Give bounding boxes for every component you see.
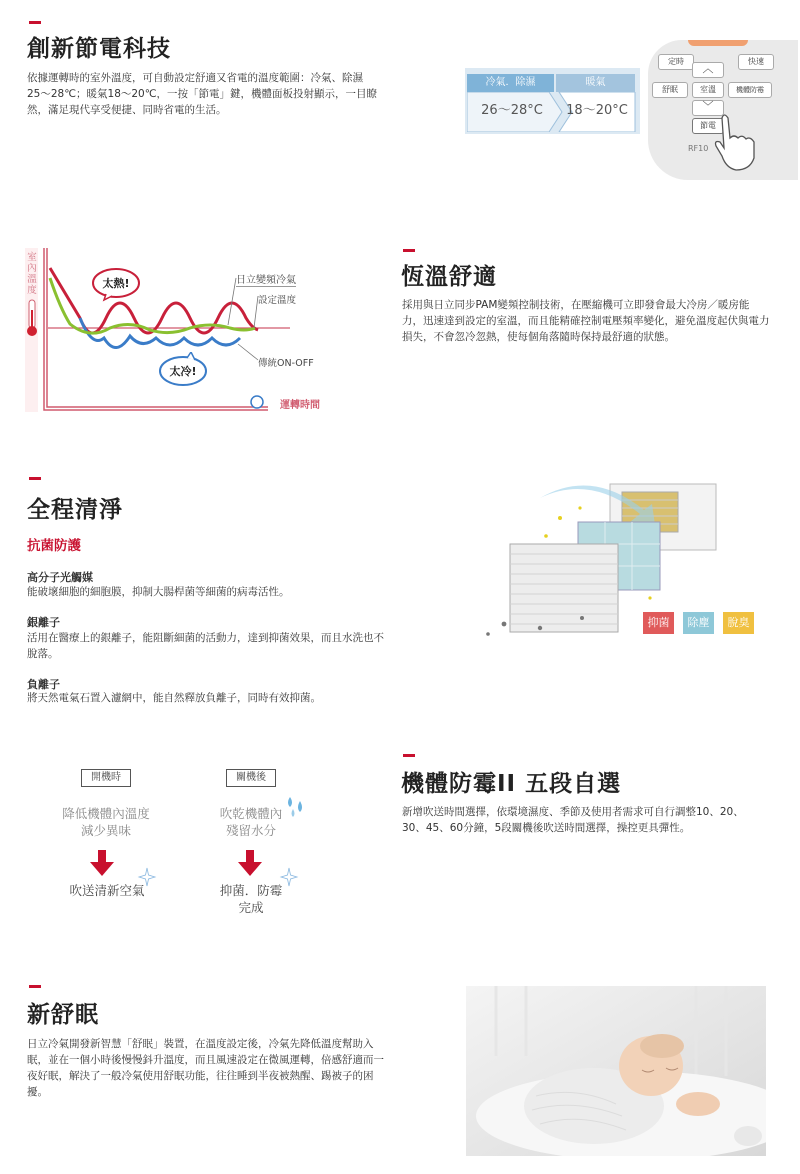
water-drops-icon [284,795,308,819]
y-axis-label: 室內溫度 [27,252,37,296]
cool-mode-label: 冷氣．除濕 [467,74,554,92]
off-result-text: 抑菌．防霉 完成 [219,883,283,915]
heat-mode-label: 暖氣 [556,74,635,92]
on-effect-text: 降低機體內溫度 減少異味 [62,806,150,838]
section-title-energy: 創新節電科技 [27,36,171,62]
off-effect-text: 吹乾機體內 殘留水分 [219,806,283,838]
timer-button[interactable]: 定時 [658,54,694,70]
section-title-clean: 全程清淨 [27,497,123,523]
section-text-energy: 依據運轉時的室外溫度，可自動設定舒適又省電的溫度範圍：冷氣、除濕25〜28℃；暖氣18〜20℃，一按「節電」鍵，機體面板投射顯示，一目瞭然，滿足現代享受便捷、同時省電的生活。 [27,72,378,116]
section-title-sleep: 新舒眠 [27,1002,99,1028]
feature-heading: 銀離子 [27,616,60,629]
hot-bubble-label: 太熱! [102,277,130,290]
section-marker [29,985,41,988]
legend-onoff: 傳統ON-OFF [258,358,314,369]
section-text-comfort: 採用與日立同步PAM變頻控制技術，在壓縮機可立即發會最大冷房／暖房能力，迅速達到設定的室溫，而且能精確控制電壓頻率變化，避免溫度起伏與電力損失，不會忽冷忽熱，使每個角落隨時保持最舒適的狀態。 [402,299,770,343]
temp-up-button[interactable]: ︿ [692,62,724,78]
sleep-button[interactable]: 舒眠 [652,82,688,98]
on-result-text: 吹送清新空氣 [69,883,145,898]
badge-dust: 除塵 [683,612,714,634]
badge-deodorize: 脫臭 [723,612,754,634]
state-off-label: 關機後 [226,769,276,787]
temp-down-button[interactable]: ﹀ [692,100,724,116]
section-text-mold: 新增吹送時間選擇，依環境濕度、季節及使用者需求可自行調整10、20、30、45、60分鐘，5段關機後吹送時間選擇，操控更具彈性。 [402,806,744,834]
section-title-mold: 機體防霉II 五段自選 [401,771,622,797]
x-axis-label: 運轉時間 [280,400,320,411]
legend-setpoint: 設定溫度 [258,295,297,306]
feature-text: 能破壞細胞的細胞膜，抑制大腸桿菌等細菌的病毒活性。 [27,586,290,598]
section-marker [403,754,415,757]
mold-button[interactable]: 機體防霉 [728,82,772,98]
badge-antibacterial: 抑菌 [643,612,674,634]
section-marker [29,477,41,480]
section-text-sleep: 日立冷氣開發新智慧「舒眠」裝置，在溫度設定後，冷氣先降低溫度幫助入眠，並在一個小時後慢慢鈄升溫度，而且風速設定在微風運轉，倍感舒適而一夜好眠，解決了一般冷氣使用舒眠功能，往往睡到半夜被熱醒、踢被子的困擾。 [27,1038,384,1098]
down-arrow-icon [90,850,114,876]
state-on-label: 開機時 [81,769,131,787]
sleeping-baby-photo [466,986,766,1156]
section-marker [403,249,415,252]
feature-heading: 負離子 [27,678,60,691]
cold-bubble-label: 太冷! [169,365,197,378]
cool-range-value: 26〜28°C [481,103,543,118]
fast-button[interactable]: 快速 [738,54,774,70]
section-marker [29,21,41,24]
feature-text: 活用在醫療上的銀離子，能阻斷細菌的活動力，達到抑菌效果，而且水洗也不脫落。 [27,632,384,660]
remote-control [648,40,798,180]
feature-heading: 高分子光觸媒 [27,571,93,584]
feature-text: 將天然電氣石置入濾網中，能自然釋放負離子，同時有效抑菌。 [27,692,321,704]
section-subtitle-antibacterial: 抗菌防護 [27,538,81,554]
power-save-button[interactable]: 節電 [692,118,724,134]
remote-model: RF10 [688,144,709,153]
section-title-comfort: 恆溫舒適 [401,264,497,290]
down-arrow-icon [238,850,262,876]
hand-pointer-icon [714,112,764,172]
heat-range-value: 18〜20°C [566,103,628,118]
room-temp-button[interactable]: 室溫 [692,82,724,98]
legend-inverter: 日立變頻冷氣 [236,271,296,287]
thermometer-icon [22,298,42,340]
